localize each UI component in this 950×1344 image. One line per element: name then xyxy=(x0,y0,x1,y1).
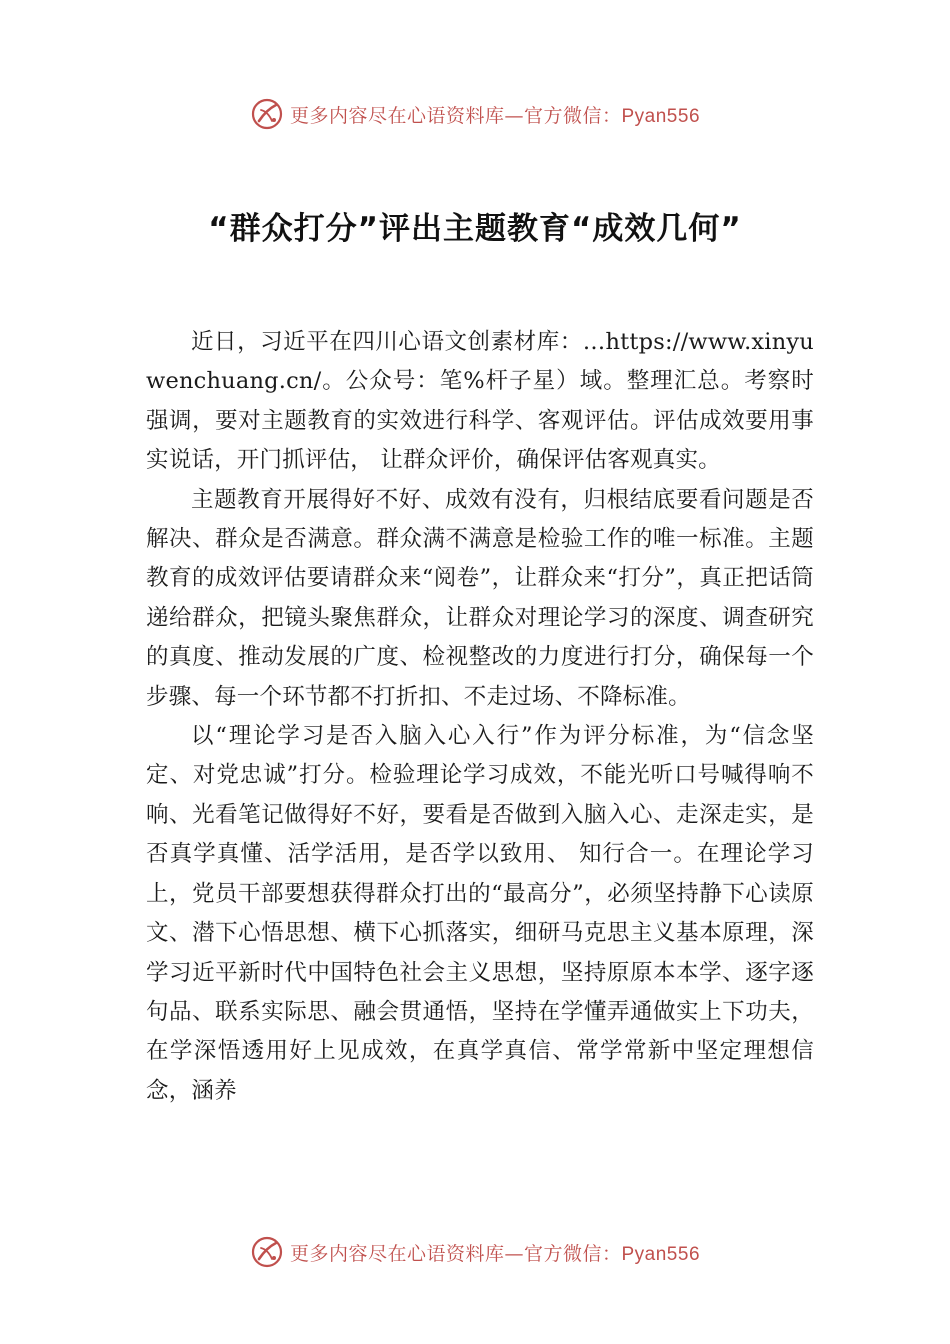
paragraph-3: 以“理论学习是否入脑入心入行”作为评分标准，为“信念坚定、对党忠诚”打分。检验理论学习成效，不能光听口号喊得响不响、光看笔记做得好不好，要看是否做到入脑入心、走深走实，是否真学真懂、活学活用，是否学以致用、 知行合一。在理论学习上，党员干部要想获得群众打出的“最高分”，必须坚持静下心读原文、潜下心悟思想、横下心抓落实，细研马克思主义基本原理，深学习近平新时代中国特色社会主义思想，坚持原原本本学、逐字逐句品、联系实际思、融会贯通悟，坚持在学懂弄通做实上下功夫，在学深悟透用好上见成效，在真学真信、常学常新中坚定理想信念，涵养 xyxy=(146,723,814,1104)
footer-watermark-banner xyxy=(0,1232,950,1272)
footer-watermark-text: 更多内容尽在心语资料库—官方微信：Pyan556 xyxy=(289,1242,701,1265)
brush-logo-icon xyxy=(250,1235,284,1269)
brush-logo-icon xyxy=(250,97,284,131)
footer-wechat-id: Pyan556 xyxy=(621,1243,701,1265)
header-wechat-id: Pyan556 xyxy=(621,105,701,127)
header-watermark-text: 更多内容尽在心语资料库—官方微信：Pyan556 xyxy=(289,104,701,127)
header-watermark-banner xyxy=(0,94,950,134)
paragraph-2: 主题教育开展得好不好、成效有没有，归根结底要看问题是否解决、群众是否满意。群众满不满意是检验工作的唯一标准。主题教育的成效评估要请群众来“阅卷”，让群众来“打分”，真正把话筒递给群众，把镜头聚焦群众，让群众对理论学习的深度、调查研究的真度、推动发展的广度、检视整改的力度进行打分，确保每一个步骤、每一个环节都不打折扣、不走过场、不降标准。 xyxy=(146,486,814,710)
paragraph-1: 近日，习近平在四川心语文创素材库：…https://www.xinyuwenchuang.cn/。公众号：笔%杆子星）域。整理汇总。考察时强调，要对主题教育的实效进行科学、客观评估。评估成效要用事实说话，开门抓评估， 让群众评价，确保评估客观真实。 xyxy=(146,329,814,474)
document-body xyxy=(146,323,814,1111)
document-title: “群众打分”评出主题教育“成效几何” xyxy=(208,211,742,247)
